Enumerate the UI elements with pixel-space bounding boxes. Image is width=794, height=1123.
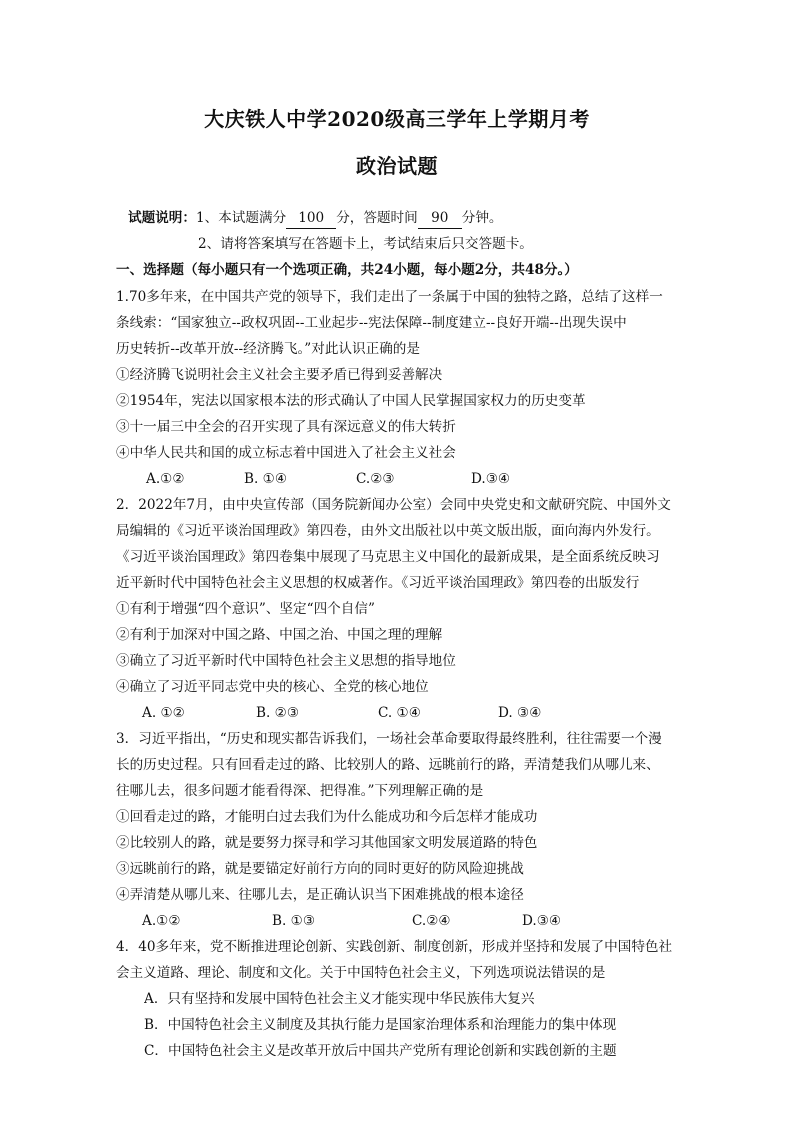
option-d: D.③④ xyxy=(522,913,562,929)
q2-item: ④确立了习近平同志党中央的核心、全党的核心地位 xyxy=(116,679,429,695)
q2-stem-line: 近平新时代中国特色社会主义思想的权威著作。《习近平谈治国理政》第四卷的出版发行 xyxy=(116,575,640,591)
q3-item: ③远眺前行的路，就是要锚定好前行方向的同时更好的防风险迎挑战 xyxy=(116,861,524,877)
subject-title: 政治试题 xyxy=(356,154,438,178)
instructions-text: 分，答题时间 xyxy=(336,210,418,226)
option-c: C.②③ xyxy=(356,471,395,487)
option-c: C.②④ xyxy=(412,913,451,929)
q2-item: ②有利于加深对中国之路、中国之治、中国之理的理解 xyxy=(116,627,443,643)
option-b: B. ①③ xyxy=(272,913,316,929)
q3-stem-line: 3．习近平指出，“历史和现实都告诉我们，一场社会革命要取得最终胜利，往往需要一个漫 xyxy=(116,731,662,747)
q3-item: ②比较别人的路，就是要努力探寻和学习其他国家文明发展道路的特色 xyxy=(116,835,538,851)
exam-title: 大庆铁人中学2020级高三学年上学期月考 xyxy=(204,107,590,131)
q4-option-b: B．中国特色社会主义制度及其执行能力是国家治理体系和治理能力的集中体现 xyxy=(144,1017,617,1033)
q3-stem-line: 长的历史过程。只有回看走过的路、比较别人的路、远眺前行的路，弄清楚我们从哪儿来、 xyxy=(116,757,660,773)
option-d: D.③④ xyxy=(471,471,511,487)
q1-stem-line: 历史转折--改革开放--经济腾飞。”对此认识正确的是 xyxy=(116,341,420,357)
q2-stem-line: 2．2022年7月，由中央宣传部（国务院新闻办公室）会同中央党史和文献研究院、中国外文 xyxy=(116,497,671,513)
q3-stem-line: 往哪儿去，很多问题才能看得深、把得准。”下列理解正确的是 xyxy=(116,783,484,799)
option-d: D. ③④ xyxy=(498,705,542,721)
option-c: C. ①④ xyxy=(378,705,421,721)
q4-option-a: A．只有坚持和发展中国特色社会主义才能实现中华民族伟大复兴 xyxy=(144,991,535,1007)
q1-stem-line: 1.70多年来，在中国共产党的领导下，我们走出了一条属于中国的独特之路，总结了这样一 xyxy=(116,289,663,305)
instructions-line-1 xyxy=(128,208,698,229)
q4-stem-line: 会主义道路、理论、制度和文化。关于中国特色社会主义，下列选项说法错误的是 xyxy=(116,965,606,981)
q3-item: ①回看走过的路，才能明白过去我们为什么能成功和今后怎样才能成功 xyxy=(116,809,538,825)
option-a: A. ①② xyxy=(142,705,185,721)
option-b: B. ②③ xyxy=(256,705,300,721)
option-b: B. ①④ xyxy=(244,471,288,487)
q1-item: ①经济腾飞说明社会主义社会主要矛盾已得到妥善解决 xyxy=(116,367,443,383)
q4-option-c: C．中国特色社会主义是改革开放后中国共产党所有理论创新和实践创新的主题 xyxy=(144,1043,617,1059)
full-score-value: 100 xyxy=(286,208,336,229)
option-a: A.①② xyxy=(142,913,181,929)
instructions-label: 试题说明： xyxy=(128,210,196,226)
q2-stem-line: 局编辑的《习近平谈治国理政》第四卷，由外文出版社以中英文版出版，面向海内外发行。 xyxy=(116,523,660,539)
instructions-line-2: 2、请将答案填写在答题卡上，考试结束后只交答题卡。 xyxy=(198,236,533,252)
instructions-text: 分钟。 xyxy=(461,210,503,226)
q1-item: ③十一届三中全会的召开实现了具有深远意义的伟大转折 xyxy=(116,419,456,435)
q2-options xyxy=(116,703,686,723)
q4-stem-line: 4．40多年来，党不断推进理论创新、实践创新、制度创新，形成并坚持和发展了中国特色社 xyxy=(116,939,673,955)
q2-stem-line: 《习近平谈治国理政》第四卷集中展现了马克思主义中国化的最新成果，是全面系统反映习 xyxy=(116,549,660,565)
time-value: 90 xyxy=(418,208,462,229)
q2-item: ①有利于增强“四个意识”、坚定“四个自信” xyxy=(116,601,375,617)
section-heading: 一、选择题（每小题只有一个选项正确，共24小题，每小题2分，共48分。） xyxy=(116,262,578,278)
q3-item: ④弄清楚从哪儿来、往哪儿去，是正确认识当下困难挑战的根本途径 xyxy=(116,887,524,903)
q3-options xyxy=(116,911,686,931)
q2-item: ③确立了习近平新时代中国特色社会主义思想的指导地位 xyxy=(116,653,456,669)
instructions-text: 1、本试题满分 xyxy=(195,210,287,226)
q1-item: ②1954年，宪法以国家根本法的形式确认了中国人民掌握国家权力的历史变革 xyxy=(116,393,586,409)
q1-item: ④中华人民共和国的成立标志着中国进入了社会主义社会 xyxy=(116,445,456,461)
q1-stem-line: 条线索：“国家独立--政权巩固--工业起步--宪法保障--制度建立--良好开端--出现失误中 xyxy=(116,315,627,331)
option-a: A.①② xyxy=(146,471,185,487)
q1-options xyxy=(116,469,686,489)
